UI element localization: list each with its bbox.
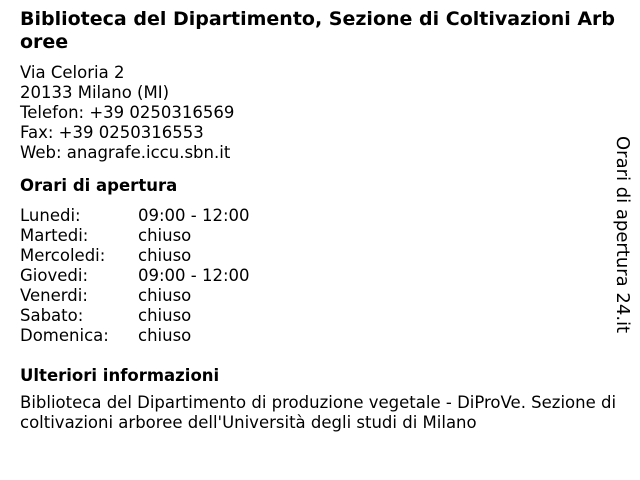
hours-row-tuesday	[20, 226, 620, 246]
hours-row-saturday	[20, 306, 620, 326]
hours-row-wednesday	[20, 246, 620, 266]
address-block	[20, 63, 620, 163]
hours-day: Venerdi:	[20, 286, 88, 305]
hours-row-sunday	[20, 326, 620, 346]
opening-hours-heading: Orari di apertura	[20, 176, 178, 195]
hours-day: Mercoledi:	[20, 246, 106, 265]
hours-time: 09:00 - 12:00	[138, 206, 250, 225]
hours-row-friday	[20, 286, 620, 306]
hours-day: Domenica:	[20, 326, 109, 345]
hours-time: chiuso	[138, 226, 192, 245]
hours-day: Giovedi:	[20, 266, 88, 285]
hours-day: Lunedi:	[20, 206, 81, 225]
hours-row-monday	[20, 206, 620, 226]
hours-time: chiuso	[138, 326, 192, 345]
phone-number: Telefon: +39 0250316569	[20, 103, 235, 122]
library-detail	[20, 8, 620, 433]
hours-day: Sabato:	[20, 306, 84, 325]
library-title: Biblioteca del Dipartimento, Sezione di Coltivazioni Arboree	[20, 8, 616, 53]
hours-time: 09:00 - 12:00	[138, 266, 250, 285]
hours-time: chiuso	[138, 306, 192, 325]
fax-number: Fax: +39 0250316553	[20, 123, 204, 142]
hours-time: chiuso	[138, 286, 192, 305]
website-link: Web: anagrafe.iccu.sbn.it	[20, 143, 231, 162]
more-info-heading: Ulteriori informazioni	[20, 366, 220, 385]
address-city: 20133 Milano (MI)	[20, 83, 170, 102]
hours-row-thursday	[20, 266, 620, 286]
address-street: Via Celoria 2	[20, 63, 125, 82]
more-info-text: Biblioteca del Dipartimento di produzione vegetale - DiProVe. Sezione di coltivazioni arboree dell'Università degli studi di Milano	[20, 393, 617, 432]
hours-time: chiuso	[138, 246, 192, 265]
opening-hours-table	[20, 206, 620, 346]
site-brand-vertical: Orari di apertura 24.it	[612, 136, 633, 334]
hours-day: Martedi:	[20, 226, 89, 245]
